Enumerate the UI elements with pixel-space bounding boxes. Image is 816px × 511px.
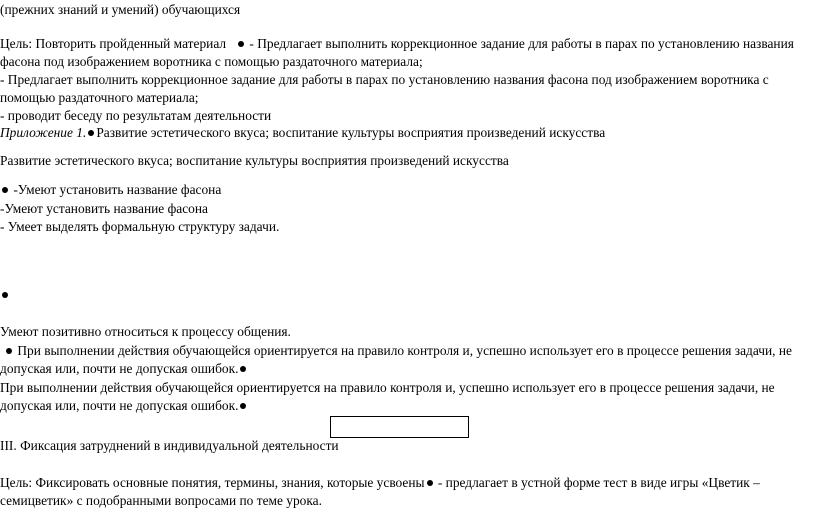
line-6: - проводит беседу по результатам деятельности	[0, 108, 272, 123]
line-10: -Умеют установить название фасона	[0, 201, 208, 216]
bullet-dot	[2, 187, 8, 193]
empty-text-box	[330, 416, 469, 438]
bullet-dot	[2, 292, 8, 298]
goal-2-text: - предлагает в устной форме тест в виде игры «Цветик –	[434, 475, 760, 490]
bullet-dot	[6, 348, 12, 354]
bullet-dot	[240, 403, 246, 409]
line-9	[0, 181, 221, 199]
line-14	[0, 360, 248, 378]
line-11: - Умеет выделять формальную структуру задачи.	[0, 219, 280, 234]
appendix-text: Развитие эстетического вкуса; воспитание культуры восприятия произведений искусства	[96, 125, 606, 140]
bullet-dot	[238, 41, 244, 47]
line-8: Развитие эстетического вкуса; воспитание культуры восприятия произведений искусства	[0, 153, 509, 168]
line-2	[0, 35, 794, 53]
line-4: - Предлагает выполнить коррекционное задание для работы в парах по установлению названия фасона под изображением воротника с	[0, 72, 769, 87]
line-16	[0, 397, 248, 415]
line-16-text: допуская или, почти не допуская ошибок.	[0, 398, 239, 413]
goal-text: - Предлагает выполнить коррекционное задание для работы в парах по установлению названия	[246, 36, 794, 51]
goal-2-label: Цель: Фиксировать основные понятия, термины, знания, которые усвоены	[0, 475, 425, 490]
line-3: фасона под изображением воротника с помощью раздаточного материала;	[0, 54, 423, 69]
line-13-text: При выполнении действия обучающейся ориентируется на правило контроля и, успешно использует его в процессе решения задачи, не	[14, 343, 792, 358]
bullet-dot	[240, 366, 246, 372]
bullet-dot	[427, 480, 433, 486]
line-17: III. Фиксация затруднений в индивидуальной деятельности	[0, 438, 339, 453]
line-18	[0, 474, 760, 492]
line-12: Умеют позитивно относиться к процессу общения.	[0, 324, 291, 339]
bullet-dot	[88, 130, 94, 136]
line-5: помощью раздаточного материала;	[0, 90, 199, 105]
line-19: семицветик» с подобранными вопросами по теме урока.	[0, 493, 322, 508]
line-7	[0, 124, 605, 142]
appendix-label: Приложение 1.	[0, 125, 87, 140]
standalone-bullet	[0, 286, 10, 304]
line-1: (прежних знаний и умений) обучающихся	[0, 2, 241, 17]
line-9-text: -Умеют установить название фасона	[10, 182, 222, 197]
goal-label: Цель: Повторить пройденный материал	[0, 36, 227, 51]
line-15: При выполнении действия обучающейся ориентируется на правило контроля и, успешно использует его в процессе решения задачи, не	[0, 380, 775, 395]
line-14-text: допуская или, почти не допуская ошибок.	[0, 361, 239, 376]
line-13	[0, 342, 792, 360]
